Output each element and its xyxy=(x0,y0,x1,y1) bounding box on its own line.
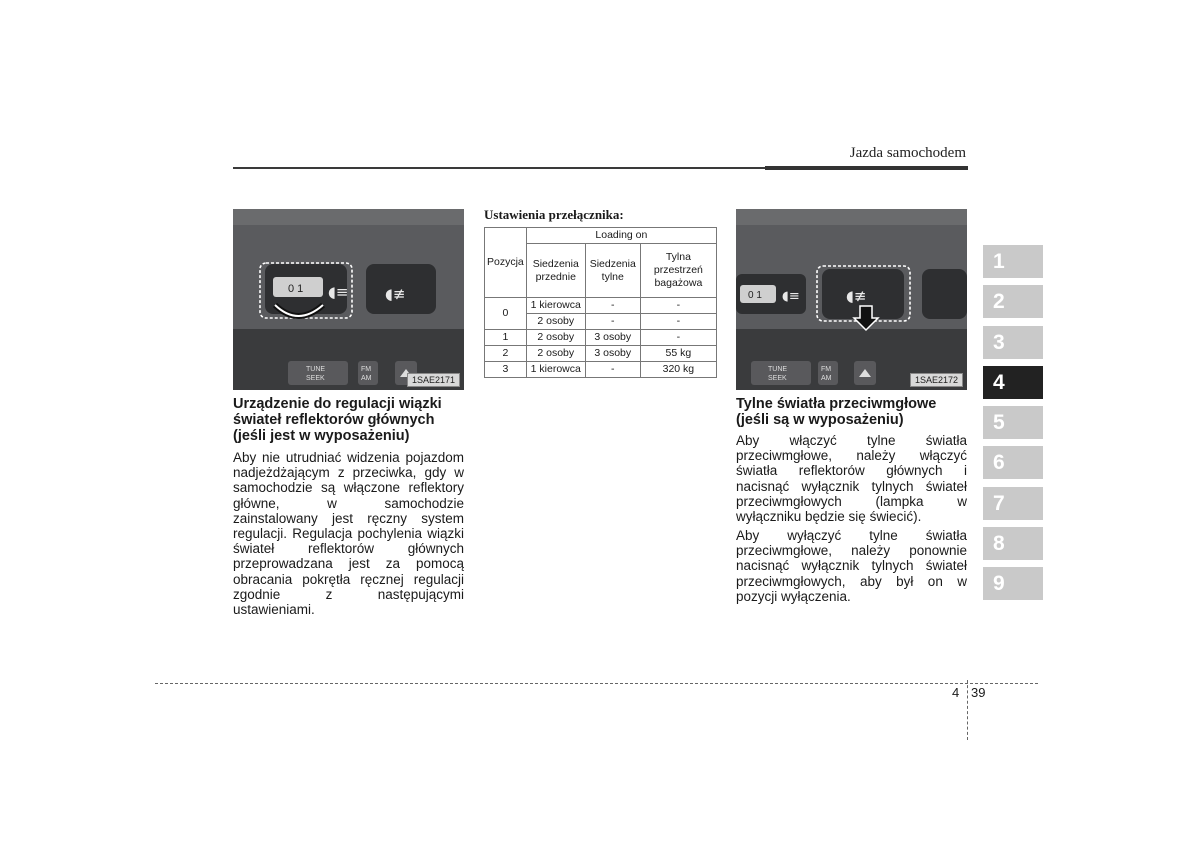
am-label: AM xyxy=(821,375,832,382)
chapter-tab-1[interactable]: 1 xyxy=(983,245,1043,278)
cell-rear: - xyxy=(585,314,640,330)
cell-front: 2 osoby xyxy=(526,330,585,346)
cell-front: 2 osoby xyxy=(526,314,585,330)
cell-front: 2 osoby xyxy=(526,346,585,362)
dashboard-illustration xyxy=(233,209,464,390)
cell-trunk: 55 kg xyxy=(640,346,716,362)
photo-rear-fog-switch xyxy=(736,209,967,390)
seek-label: SEEK xyxy=(306,375,325,382)
chapter-tab-4[interactable]: 4 xyxy=(983,366,1043,399)
table-caption: Ustawienia przełącznika: xyxy=(484,207,624,222)
section-body-rear-fog-off: Aby wyłączyć tylne światła przeciwmgłowe, należy ponownie nacisnąć wyłącznik tylnych świateł przeciwmgłowych, aby był on w pozycji wyłączenia. xyxy=(736,528,967,604)
cell-rear: - xyxy=(585,362,640,378)
header-rear-seats: Siedzenia tylne xyxy=(585,244,640,298)
settings-table xyxy=(484,227,717,378)
dial-marks: 0 1 xyxy=(288,283,304,295)
chapter-tab-8[interactable]: 8 xyxy=(983,527,1043,560)
footer-rule xyxy=(155,683,1038,684)
headlight-icon: ◖≡ xyxy=(328,283,349,301)
dash-trim xyxy=(233,209,464,225)
chapter-tab-3[interactable]: 3 xyxy=(983,326,1043,359)
rear-fog-icon: ◖≢ xyxy=(846,287,867,305)
cell-position: 2 xyxy=(485,346,527,362)
header-position: Pozycja xyxy=(485,228,527,298)
photo-headlight-leveling-switch xyxy=(233,209,464,390)
tune-label: TUNE xyxy=(306,366,326,373)
cell-front: 1 kierowca xyxy=(526,362,585,378)
cell-position: 0 xyxy=(485,298,527,330)
tune-label: TUNE xyxy=(768,366,788,373)
cell-front: 1 kierowca xyxy=(526,298,585,314)
dial-marks: 0 1 xyxy=(748,290,762,301)
photo-code: 1SAE2172 xyxy=(910,373,963,387)
header-trunk: Tylna przestrzeń bagażowa xyxy=(640,244,716,298)
table-row xyxy=(485,298,717,314)
table-row xyxy=(485,362,717,378)
chapter-tab-7[interactable]: 7 xyxy=(983,487,1043,520)
footer-divider xyxy=(967,680,968,740)
section-heading-leveling: Urządzenie do regulacji wiązki świateł reflektorów głównych (jeśli jest w wyposażeniu) xyxy=(233,396,442,444)
cell-position: 1 xyxy=(485,330,527,346)
header-rule-accent xyxy=(765,166,968,170)
table-row xyxy=(485,346,717,362)
cell-rear: - xyxy=(585,298,640,314)
dashboard-illustration-2 xyxy=(736,209,967,390)
fm-label: FM xyxy=(821,366,832,373)
cell-trunk: - xyxy=(640,314,716,330)
page-chapter-number: 4 xyxy=(952,685,960,700)
table-row xyxy=(485,330,717,346)
cell-trunk: - xyxy=(640,298,716,314)
cell-position: 3 xyxy=(485,362,527,378)
header-loading-on: Loading on xyxy=(526,228,716,244)
section-body-rear-fog-on: Aby włączyć tylne światła przeciwmgłowe, należy włączyć światła reflektorów głównych i nacisnąć wyłącznik tylnych świateł przeciwmgłowych (lampka w wyłączniku będzie się świecić). xyxy=(736,433,967,525)
header-front-seats: Siedzenia przednie xyxy=(526,244,585,298)
chapter-tab-9[interactable]: 9 xyxy=(983,567,1043,600)
photo-code: 1SAE2171 xyxy=(407,373,460,387)
headlight-icon: ◖≡ xyxy=(782,289,800,304)
dash-trim xyxy=(736,209,967,225)
chapter-tab-5[interactable]: 5 xyxy=(983,406,1043,439)
cell-rear: 3 osoby xyxy=(585,330,640,346)
seek-label: SEEK xyxy=(768,375,787,382)
chapter-tab-2[interactable]: 2 xyxy=(983,285,1043,318)
page-number: 39 xyxy=(971,685,986,700)
front-fog-icon: ◖≢ xyxy=(385,285,406,303)
cell-trunk: 320 kg xyxy=(640,362,716,378)
chapter-tab-6[interactable]: 6 xyxy=(983,446,1043,479)
am-label: AM xyxy=(361,375,372,382)
cell-rear: 3 osoby xyxy=(585,346,640,362)
chapter-title: Jazda samochodem xyxy=(849,145,966,161)
adjacent-switch-body xyxy=(922,269,967,319)
fm-label: FM xyxy=(361,366,372,373)
section-body-leveling: Aby nie utrudniać widzenia pojazdom nadjeżdżającym z przeciwka, gdy w samochodzie są włączone reflektory główne, w samochodzie zainstalowany jest ręczny system regulacji. Regulacja pochylenia wiązki świateł reflektorów głównych przeprowadzana jest za pomocą obracania pokrętła ręcznej regulacji zgodnie z następującymi ustawieniami. xyxy=(233,450,464,618)
cell-trunk: - xyxy=(640,330,716,346)
section-heading-rear-fog: Tylne światła przeciwmgłowe (jeśli są w wyposażeniu) xyxy=(736,396,937,428)
